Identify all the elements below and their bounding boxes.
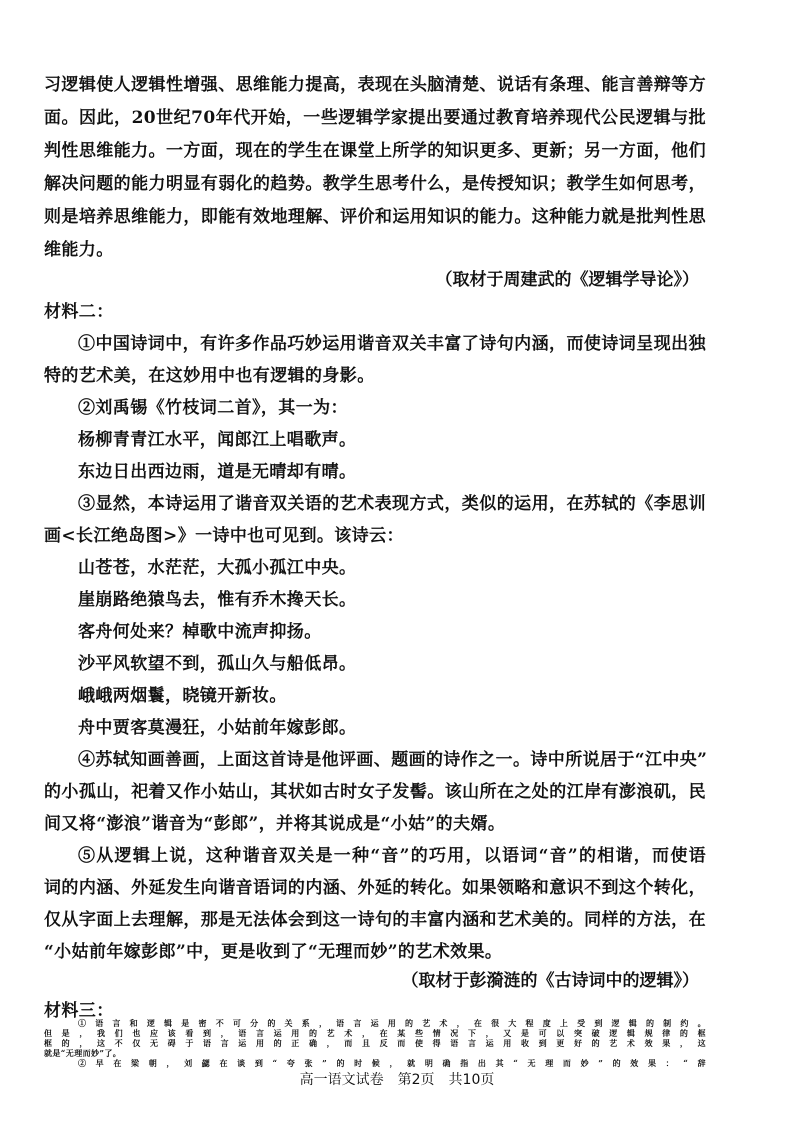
material3-line: 但是，我们也应该看到，语言运用的艺术，在某些情况下，又是可以突破逻辑规律的框 [44, 1028, 706, 1038]
material2-line: 词的内涵、外延发生向谐音语词的内涵、外延的转化。如果领略和意识不到这个转化， [44, 878, 706, 898]
material2-heading: 材料二： [44, 302, 114, 322]
material3-line: 就是“无理而妙”了。 [44, 1048, 122, 1058]
material2-line: “小姑前年嫁彭郎”中，更是收到了“无理而妙”的艺术效果。 [44, 942, 503, 962]
intro-line: 习逻辑使人逻辑性增强、思维能力提高，表现在头脑清楚、说话有条理、能言善辩等方 [44, 75, 706, 95]
poem-line: 山苍苍，水茫茫，大孤小孤江中央。 [78, 558, 357, 578]
material3-line: 框的，这不仅无碍于语言运用的正确，而且反而使得语言运用收到更好的艺术效果，这 [44, 1038, 706, 1048]
poem-line: 峨峨两烟鬟，晓镜开新妆。 [78, 686, 287, 706]
poem-line: 崖崩路绝猿鸟去，惟有乔木搀天长。 [78, 590, 357, 610]
poem-line: 杨柳青青江水平，闻郎江上唱歌声。 [78, 430, 357, 450]
material2-line: 仅从字面上去理解，那是无法体会到这一诗句的丰富内涵和艺术美的。同样的方法，在 [44, 910, 706, 930]
poem-line: 沙平风软望不到，孤山久与船低昂。 [78, 654, 357, 674]
intro-source: （取材于周建武的《逻辑学导论》） [435, 270, 699, 290]
material2-line: 的小孤山，祀着又作小姑山，其状如古时女子发髻。该山所在之处的江岸有澎浪矶，民 [44, 782, 706, 802]
material2-line: ①中国诗词中，有许多作品巧妙运用谐音双关丰富了诗句内涵，而使诗词呈现出独 [78, 334, 706, 354]
material3-line: ②早在梁朝，刘勰在谈到“夸张”的时候，就明确指出其“无理而妙”的效果：“辞 [78, 1058, 706, 1068]
poem-line: 客舟何处来？棹歌中流声抑扬。 [78, 622, 322, 642]
page-footer: 高一语文试卷 第2页 共10页 [299, 1072, 495, 1088]
intro-line: 维能力。 [44, 240, 114, 260]
material3-line: ①语言和逻辑是密不可分的关系，语言运用的艺术，在很大程度上受到逻辑的制约。 [78, 1018, 706, 1028]
intro-line: 则是培养思维能力，即能有效地理解、评价和运用知识的能力。这种能力就是批判性思 [44, 207, 706, 227]
material2-source: （取材于彭漪涟的《古诗词中的逻辑》） [401, 971, 699, 991]
material2-line: 间又将“澎浪”谐音为“彭郎”，并将其说成是“小姑”的夫婿。 [44, 814, 506, 834]
material2-line: ⑤从逻辑上说，这种谐音双关是一种“音”的巧用，以语词“音”的相谐，而使语 [78, 846, 706, 866]
material2-line: 特的艺术美，在这妙用中也有逻辑的身影。 [44, 366, 375, 386]
poem-line: 东边日出西边雨，道是无晴却有晴。 [78, 462, 357, 482]
material3-heading: 材料三： [44, 1001, 114, 1021]
material2-line: 画<长江绝岛图>》一诗中也可见到。该诗云： [44, 526, 404, 546]
intro-line: 解决问题的能力明显有弱化的趋势。教学生思考什么，是传授知识；教学生如何思考， [44, 174, 706, 194]
poem-line: 舟中贾客莫漫狂，小姑前年嫁彭郎。 [78, 718, 357, 738]
intro-line: 判性思维能力。一方面，现在的学生在课堂上所学的知识更多、更新；另一方面，他们 [44, 141, 706, 161]
intro-line: 面。因此，20世纪70年代开始，一些逻辑学家提出要通过教育培养现代公民逻辑与批 [44, 108, 706, 128]
material2-line: ④苏轼知画善画，上面这首诗是他评画、题画的诗作之一。诗中所说居于“江中央” [78, 750, 708, 770]
material2-line: ②刘禹锡《竹枝词二首》，其一为： [78, 398, 348, 418]
material2-line: ③显然，本诗运用了谐音双关语的艺术表现方式，类似的运用，在苏轼的《李思训 [78, 494, 706, 514]
